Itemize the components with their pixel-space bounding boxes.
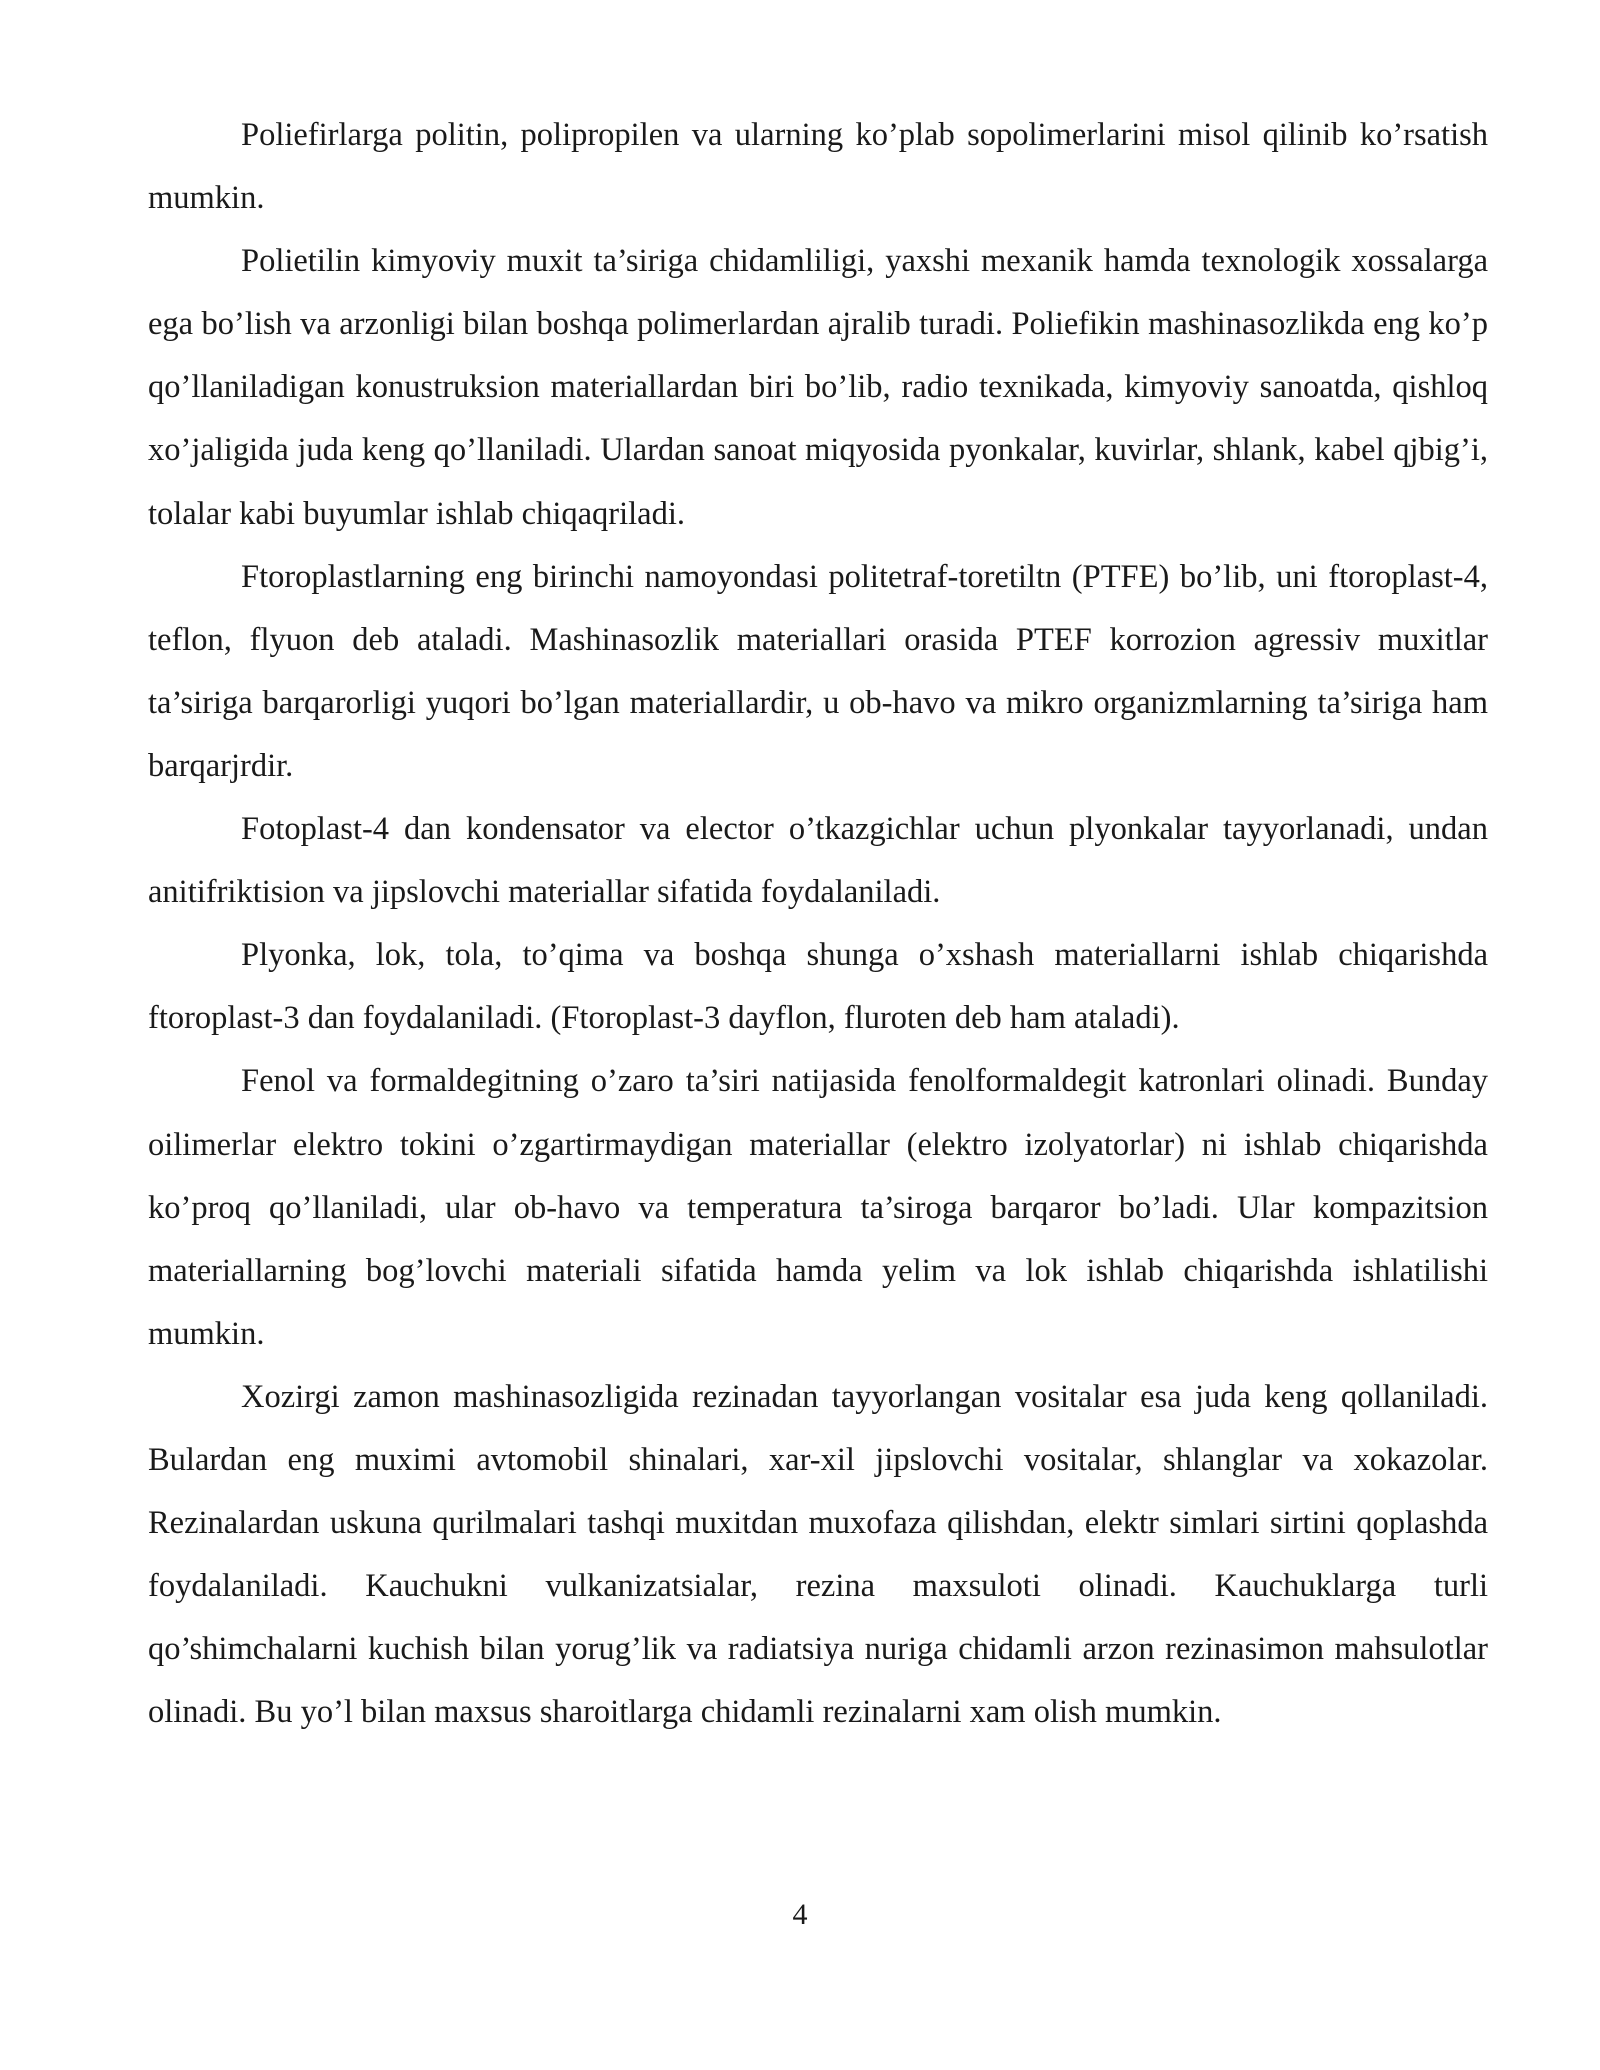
paragraph: Ftoroplastlarning eng birinchi namoyondasi politetraf-toretiltn (PTFE) bo’lib, uni ftoroplast-4, teflon, flyuon deb ataladi. Mashinasozlik materiallari orasida PTEF korrozion agressiv muxitlar ta’siriga barqarorligi yuqori bo’lgan materiallardir, u ob-havo va mikro organizmlarning ta’siriga ham barqarjrdir.	[148, 558, 1488, 784]
paragraph: Xozirgi zamon mashinasozligida rezinadan tayyorlangan vositalar esa juda keng qollaniladi. Bulardan eng muximi avtomobil shinalari, xar-xil jipslovchi vositalar, shlanglar va xokazolar. Rezinalardan uskuna qurilmalari tashqi muxitdan muxofaza qilishdan, elektr simlari sirtini qoplashda foydalaniladi. Kauchukni vulkanizatsialar, rezina maxsuloti olinadi. Kauchuklarga turli qo’shimchalarni kuchish bilan yorug’lik va radiatsiya nuriga chidamli arzon rezinasimon mahsulotlar olinadi. Bu yo’l bilan maxsus sharoitlarga chidamli rezinalarni xam olish mumkin.	[148, 1378, 1488, 1731]
paragraph: Plyonka, lok, tola, to’qima va boshqa shunga o’xshash materiallarni ishlab chiqarishda ftoroplast-3 dan foydalaniladi. (Ftoroplast-3 dayflon, fluroten deb ham ataladi).	[148, 937, 1488, 1037]
document-body	[148, 104, 1488, 1744]
page-number: 4	[792, 1898, 808, 1931]
paragraph: Fotoplast-4 dan kondensator va elector o’tkazgichlar uchun plyonkalar tayyorlanadi, undan anitifriktision va jipslovchi materiallar sifatida foydalaniladi.	[148, 811, 1488, 911]
paragraph: Poliefirlarga politin, polipropilen va ularning ko’plab sopolimerlarini misol qilinib ko’rsatish mumkin.	[148, 117, 1488, 217]
paragraph: Polietilin kimyoviy muxit ta’siriga chidamliligi, yaxshi mexanik hamda texnologik xossalarga ega bo’lish va arzonligi bilan boshqa polimerlardan ajralib turadi. Poliefikin mashinasozlikda eng ko’p qo’llaniladigan konustruksion materiallardan biri bo’lib, radio texnikada, kimyoviy sanoatda, qishloq xo’jaligida juda keng qo’llaniladi. Ulardan sanoat miqyosida pyonkalar, kuvirlar, shlank, kabel qjbig’i, tolalar kabi buyumlar ishlab chiqaqriladi.	[148, 243, 1488, 532]
paragraph: Fenol va formaldegitning o’zaro ta’siri natijasida fenolformaldegit katronlari olinadi. Bunday oilimerlar elektro tokini o’zgartirmaydigan materiallar (elektro izolyatorlar) ni ishlab chiqarishda ko’proq qo’llaniladi, ular ob-havo va temperatura ta’siroga barqaror bo’ladi. Ular kompazitsion materiallarning bog’lovchi materiali sifatida hamda yelim va lok ishlab chiqarishda ishlatilishi mumkin.	[148, 1063, 1488, 1352]
